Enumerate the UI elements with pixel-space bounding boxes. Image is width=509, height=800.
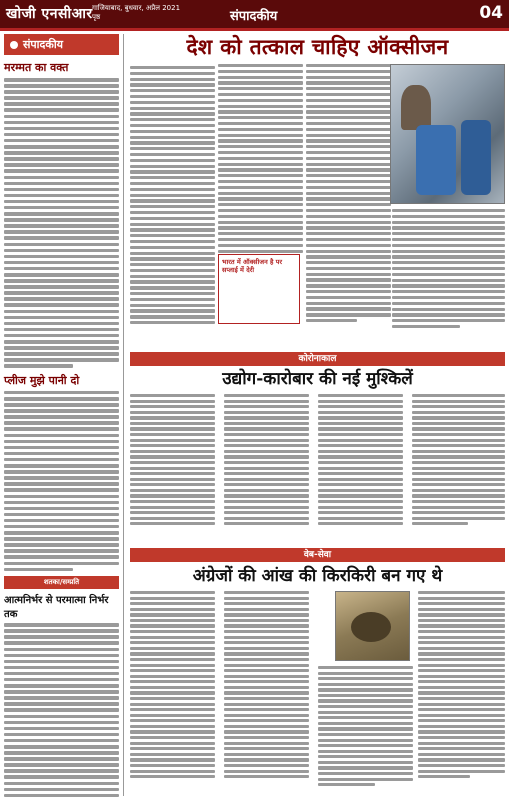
article-body-atmanirbhar [4,623,119,800]
section-band-web: वेब-सेवा [130,548,505,562]
article-title-maramat: मरम्मत का वक्त [4,61,69,74]
lead-col-2 [218,64,303,255]
article-body-maramat [4,78,119,368]
masthead [0,0,509,28]
headline-angrezon: अंग्रेजों की आंख की किरकिरी बन गए थे [192,566,443,586]
page-number: 04 [479,3,503,23]
dateline: गाजियाबाद, बुधवार, अप्रैल 2021 पृष्ठ [92,4,181,21]
bullet-icon [10,41,18,49]
lead-col-1 [130,64,215,327]
main-area [130,34,505,796]
angrezon-article-body [130,591,505,796]
pull-quote: भारत में ऑक्सीजन है पर सप्लाई में देरी [218,254,300,324]
article-title-paani: प्लीज मुझे पानी दो [4,373,80,387]
masthead-rule [0,28,509,31]
article-body-paani [4,391,119,571]
dry-leaf-photo [335,591,410,661]
left-column [4,34,124,796]
headline-udyog: उद्योग-कारोबार की नई मुश्किलें [222,369,413,389]
article-title-atmanirbhar: आत्मनिर्भर से परमात्मा निर्भर तक [4,595,109,621]
brand-logo: खोजी एनसीआर [6,6,93,22]
oxygen-cylinder-photo [390,64,505,204]
lead-col-3 [306,64,391,325]
lead-col-4 [392,209,505,331]
udyog-article-body [130,394,505,544]
section-title: संपादकीय [230,9,278,24]
section-band-corona: कोरोनाकाल [130,352,505,366]
section-band-left: शतका/सम्प्रति [4,576,119,589]
editorial-label-box: संपादकीय [4,34,119,55]
lead-headline: देश को तत्काल चाहिए ऑक्सीजन [186,34,449,59]
